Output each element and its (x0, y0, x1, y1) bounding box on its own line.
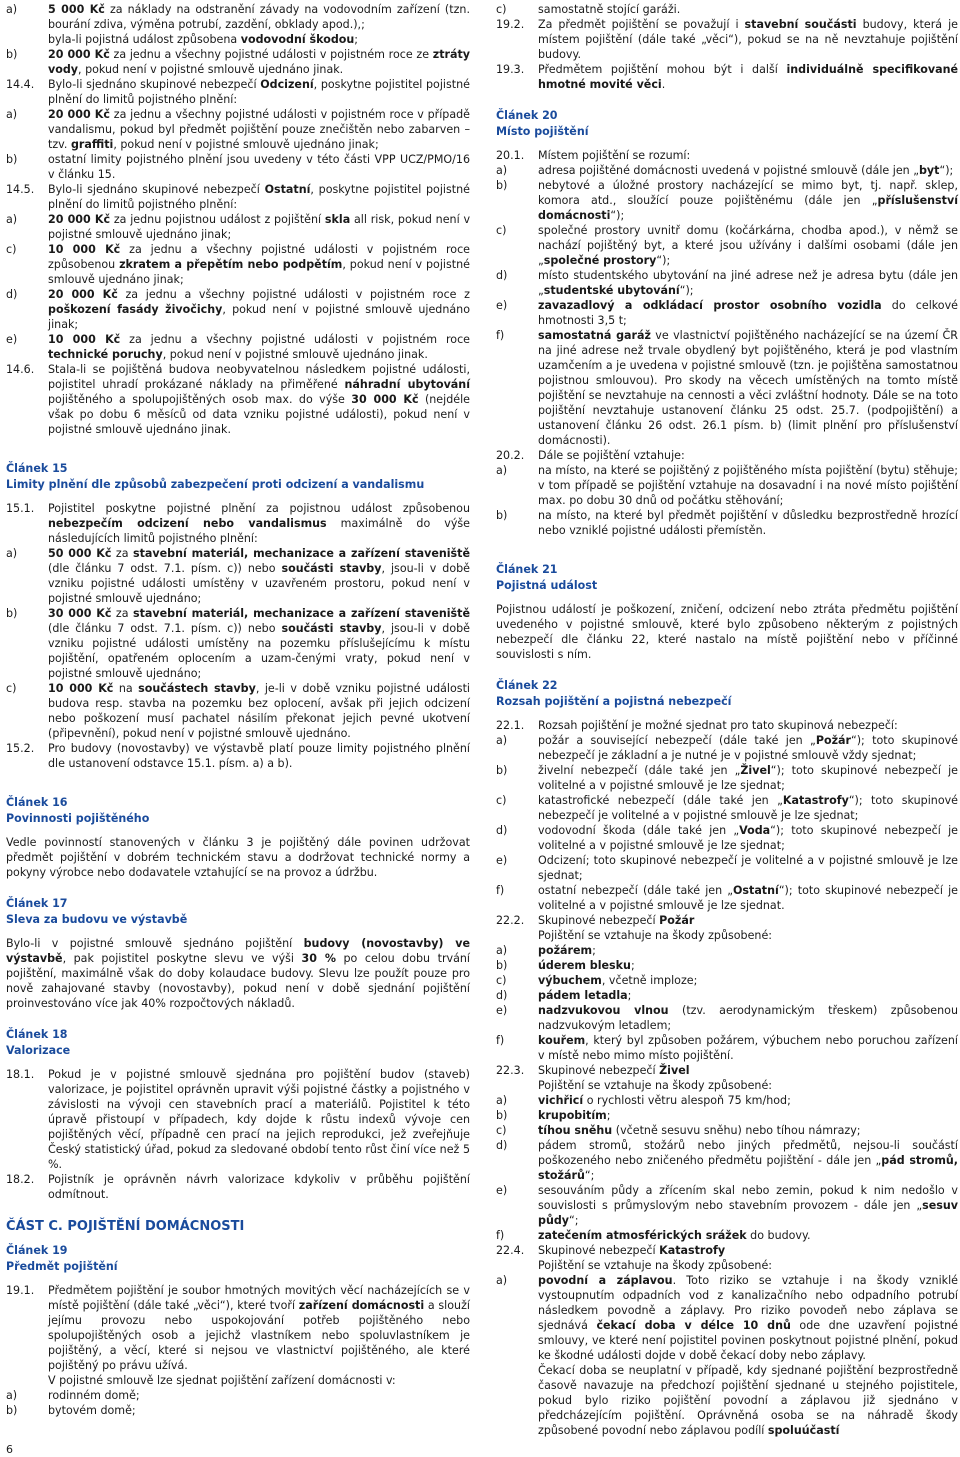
left-column (6, 2, 470, 1418)
clause-row (6, 182, 470, 212)
clause-text: Pojistník je oprávněn návrh valorizace kdykoliv v průběhu pojištění odmítnout. (48, 1173, 470, 1201)
clause-row (496, 718, 958, 733)
clause-row (496, 988, 958, 1003)
clause-row (496, 883, 958, 913)
clause-row (6, 107, 470, 152)
clause-text: na místo, na které byl předmět pojištění v důsledku bezprostředně hrozící nebo vzniklé pojistné události přemístěn. (538, 509, 958, 537)
clause-text: 10 000 Kč na součástech stavby, je-li v době vzniku pojistné události budova resp. stavba na pozemku bez oplocení, avšak při jejich odcizení nebo poškození musí pachatel násilím překonat jejich pevné ukotvení (připevnění), pokud není v pojistné smlouvě ujednáno. (48, 682, 471, 740)
clause-label: a) (6, 1389, 18, 1402)
clause-text: vichřicí o rychlosti větru alespoň 75 km/hod; (538, 1094, 791, 1107)
clause-label: c) (496, 3, 507, 16)
clause-row (6, 1172, 470, 1202)
clause-text: samostatně stojící garáži. (538, 3, 681, 16)
clause-text: nadzvukovou vlnou (tzv. aerodynamickým třeskem) způsobenou nadzvukovým letadlem; (538, 1004, 958, 1032)
clause-label: e) (496, 1004, 508, 1017)
clause-text: společné prostory uvnitř domu (kočárkárna, chodba apod.), v němž se nachází pojištěný byt, a které jsou užívány i dalšími osobami (dále jen „společné prostory“); (538, 224, 958, 267)
clause-label: b) (6, 153, 18, 166)
right-column (496, 2, 958, 1438)
clause-row (6, 2, 470, 32)
article-18-items (6, 1067, 470, 1202)
clause-text: Stala-li se pojištěná budova neobyvatelnou následkem pojistné události, pojistitel uhradí prokázané náklady na přiměřené náhradní ubytování pojištěného a spolupojištěných osob max. do výše 30 000 Kč (nejdéle však po dobu 6 měsíců od data vzniku pojistné události), pokud není v pojistné smlouvě ujednáno jinak. (48, 363, 470, 436)
clause-label: a) (496, 164, 508, 177)
article-16-text: Vedle povinností stanovených v článku 3 je pojištěný dále povinen udržovat předmět pojištění v dobrém technickém stavu a dodržovat technické normy a pokyny výrobce nebo dodavatele vztahující se na provoz a údržbu. (6, 836, 470, 879)
article-17-title: Článek 17 (6, 897, 68, 910)
clause-text: sesouváním půdy a zřícením skal nebo zemin, pokud k nim nedošlo v souvislosti s průmyslovým nebo stavebním provozem - dále jen „sesuv půdy“; (538, 1184, 958, 1227)
clause-label: 15.2. (6, 742, 35, 755)
clause-text: 20 000 Kč za jednu pojistnou událost z pojištění skla all risk, pokud není v pojistné smlouvě ujednáno jinak; (48, 213, 471, 241)
clause-text: Bylo-li sjednáno skupinové nebezpečí Ostatní, poskytne pojistitel pojistné plnění do limitů pojistného plnění: (48, 183, 470, 211)
clause-label: b) (496, 179, 508, 192)
clause-label: c) (6, 243, 17, 256)
clause-label: f) (496, 329, 505, 342)
clause-text: Pokud je v pojistné smlouvě sjednána pro pojištění budov (staveb) valorizace, je pojistitel oprávněn upravit výši pojistné částky a pojistného v závislosti na vývoji cen stavebních prací a materiálů. Pojistitel k této úpravě přistoupí v případech, kdy dojde k růstu indexů vývoje cen pojištěných věcí, případně cen prací na jejich reprodukci, jež zveřejňuje Český statistický úřad, pokud za sledované období tento růst činí více než 5 %. (48, 1068, 470, 1171)
right-top-items (496, 2, 958, 92)
article-22-title: Článek 22 (496, 679, 558, 692)
clause-row (6, 362, 470, 437)
clause-row (6, 77, 470, 107)
clause-text: 10 000 Kč za jednu a všechny pojistné události v pojistném roce technické poruchy, pokud není v pojistné smlouvě ujednáno jinak. (48, 333, 470, 361)
clause-text: 50 000 Kč za stavební materiál, mechanizace a zařízení staveniště (dle článku 7 odst. 7.1. písm. c)) nebo součásti stavby, jsou-li v době vzniku pojistné události umístěny v uzavřeném prostoru, pokud není v pojistné smlouvě ujednáno; (48, 547, 471, 605)
clause-label: 14.4. (6, 78, 35, 91)
clause-text: požárem; (538, 944, 596, 957)
clause-text: nebytové a úložné prostory nacházející se mimo byt, tj. např. sklep, komora atd., sloužící pouze pojištěnému (dále jen „příslušenství domácnosti“); (538, 179, 958, 222)
clause-label: c) (496, 794, 507, 807)
clause-row (496, 853, 958, 883)
article-17-subtitle: Sleva za budovu ve výstavbě (6, 913, 188, 926)
clause-row (496, 1183, 958, 1228)
clause-row (496, 928, 958, 943)
clause-row (496, 1243, 958, 1258)
clause-row (6, 1373, 470, 1388)
clause-label: e) (6, 333, 18, 346)
clause-row (496, 913, 958, 928)
clause-label: a) (496, 1094, 508, 1107)
clause-row (6, 1283, 470, 1373)
clause-text: zavazadlový a odkládací prostor osobního vozidla do celkové hmotnosti 3,5 t; (538, 299, 958, 327)
clause-row (6, 212, 470, 242)
clause-row (496, 958, 958, 973)
clause-label (6, 1373, 48, 1388)
clause-label: b) (496, 764, 508, 777)
clause-row (496, 763, 958, 793)
clause-text: V pojistné smlouvě lze sjednat pojištění zařízení domácnosti v: (48, 1374, 396, 1387)
clause-label: b) (496, 959, 508, 972)
article-15-title: Článek 15 (6, 462, 68, 475)
clause-row (496, 1123, 958, 1138)
clause-label: a) (6, 3, 18, 16)
article-21-text: Pojistnou událostí je poškození, zničení, odcizení nebo ztráta předmětu pojištění uvedeného v pojistné smlouvě, které bylo způsobeno některým z pojistných nebezpečí dle článku 22, které nastalo na místě pojištění nebo v příčinné souvislosti s ním. (496, 603, 958, 661)
clause-row (6, 606, 470, 681)
clause-label: 14.6. (6, 363, 35, 376)
clause-label: a) (496, 734, 508, 747)
clause-label (496, 1078, 538, 1093)
clause-text: Odcizení; toto skupinové nebezpečí je volitelné a v pojistné smlouvě je lze sjednat; (538, 854, 958, 882)
clause-text: úderem blesku; (538, 959, 635, 972)
clause-label: 19.1. (6, 1284, 35, 1297)
article-19-subtitle: Předmět pojištění (6, 1260, 118, 1273)
clause-label: 22.4. (496, 1244, 525, 1257)
clause-text: 30 000 Kč za stavební materiál, mechanizace a zařízení staveniště (dle článku 7 odst. 7.1. písm. c)) nebo součásti stavby, jsou-li v době vzniku pojistné události umístěny na pozemku příslušejícímu k místu pojištění, opatřeném oplocením a uzam-čenými vraty, pokud není v pojistné smlouvě ujednáno; (48, 607, 471, 680)
clause-row (6, 1067, 470, 1172)
clause-label: a) (496, 464, 508, 477)
clause-text: ostatní limity pojistného plnění jsou uvedeny v této části VPP UCZ/PMO/16 v článku 15. (48, 153, 470, 181)
clause-label: d) (496, 989, 508, 1002)
article-15-items (6, 501, 470, 771)
clause-row (496, 1138, 958, 1183)
article-20-subtitle: Místo pojištění (496, 125, 589, 138)
clause-row (496, 463, 958, 508)
clause-label: d) (496, 1139, 508, 1152)
clause-text: byla-li pojistná událost způsobena vodovodní škodou; (48, 33, 359, 46)
clause-label: f) (496, 1229, 505, 1242)
article-19-items (6, 1283, 470, 1418)
clause-row (496, 62, 958, 92)
clause-row (6, 242, 470, 287)
clause-label: 22.2. (496, 914, 525, 927)
clause-label: e) (496, 1184, 508, 1197)
clause-text: na místo, na které se pojištěný z pojištěného místa pojištění (bytu) stěhuje; v tom případě se pojištění vztahuje na dosavadní i na nové místo pojištění max. po dobu 30 dnů od počátku stěhování; (538, 464, 958, 507)
clause-label: a) (496, 1274, 508, 1287)
clause-text: kouřem, který byl způsoben požárem, výbuchem nebo poruchou zařízení v místě nebo mimo místo pojištění. (538, 1034, 958, 1062)
clause-label: d) (496, 824, 508, 837)
article-20-title: Článek 20 (496, 109, 558, 122)
clause-text: 5 000 Kč za náklady na odstranění závady na vodovodním zařízení (tzn. bourání zdiva, výměna potrubí, zazdění, obklady apod.),; (48, 3, 470, 31)
clause-row (496, 448, 958, 463)
clause-text: 10 000 Kč za jednu a všechny pojistné události v pojistném roce způsobenou zkratem a přepětím nebo podpětím, pokud není v pojistné smlouvě ujednáno jinak; (48, 243, 470, 286)
clause-row (496, 1033, 958, 1063)
clause-label: 15.1. (6, 502, 35, 515)
clause-text: 20 000 Kč za jednu a všechny pojistné události v pojistném roce z poškození fasády živočichy, pokud není v pojistné smlouvě ujednáno jinak; (48, 288, 470, 331)
page-number: 6 (6, 1443, 13, 1456)
clause-label: c) (6, 682, 17, 695)
article-22-subtitle: Rozsah pojištění a pojistná nebezpečí (496, 695, 732, 708)
article-18-subtitle: Valorizace (6, 1044, 71, 1057)
clause-text: rodinném domě; (48, 1389, 140, 1402)
clause-text: adresa pojištěné domácnosti uvedená v pojistné smlouvě (dále jen „byt“); (538, 164, 954, 177)
clause-label: 20.2. (496, 449, 525, 462)
article-16-title: Článek 16 (6, 796, 68, 809)
clause-text: Místem pojištění se rozumí: (538, 149, 691, 162)
clause-text: pádem letadla; (538, 989, 632, 1002)
clause-row (496, 733, 958, 763)
clause-label: f) (496, 884, 505, 897)
clause-row (496, 17, 958, 62)
clause-text: 20 000 Kč za jednu a všechny pojistné události v pojistném roce ze ztráty vody, pokud není v pojistné smlouvě ujednáno jinak. (48, 48, 470, 76)
clause-label: a) (6, 108, 18, 121)
clause-label: f) (496, 1034, 505, 1047)
clause-label: 18.1. (6, 1068, 35, 1081)
article-21-subtitle: Pojistná událost (496, 579, 598, 592)
part-c-title: ČÁST C. POJIŠTĚNÍ DOMÁCNOSTI (6, 1219, 245, 1234)
clause-row (6, 546, 470, 606)
clause-row (496, 148, 958, 163)
clause-label: d) (6, 288, 18, 301)
clause-text: 20 000 Kč za jednu a všechny pojistné události v pojistném roce v případě vandalismu, pokud byl předmět pojištění pouze znečištěn nebo zabarven – tzv. graffiti, pokud není v pojistné smlouvě ujednáno jinak; (48, 108, 471, 151)
clause-text: Pojištění se vztahuje na škody způsobené: (538, 1079, 773, 1092)
clause-text: Pojištění se vztahuje na škody způsobené: (538, 929, 773, 942)
clause-text: Čekací doba se neuplatní v případě, kdy sjednané pojištění bezprostředně časově navazuje na předchozí pojištění sjednané u stejného pojistitele, pokud bylo riziko pojištění povodní a záplavou již sjednáno v předcházejícím pojištění. Oprávněná osoba se na náhradě škody způsobené povodní nebo záplavou podílí spoluúčastí (538, 1364, 958, 1437)
clause-label: 19.3. (496, 63, 525, 76)
clause-row (496, 823, 958, 853)
clause-label: b) (6, 1404, 18, 1417)
clause-label: 22.1. (496, 719, 525, 732)
clause-row (496, 1228, 958, 1243)
clause-text: tíhou sněhu (včetně sesuvu sněhu) nebo tíhou námrazy; (538, 1124, 861, 1137)
clause-label: a) (6, 213, 18, 226)
clause-text: Dále se pojištění vztahuje: (538, 449, 685, 462)
clause-row (496, 2, 958, 17)
clause-row (496, 793, 958, 823)
clause-label: c) (496, 224, 507, 237)
clause-row (6, 332, 470, 362)
clause-row (6, 152, 470, 182)
clause-row (496, 1093, 958, 1108)
article-18-title: Článek 18 (6, 1028, 68, 1041)
clause-label: 18.2. (6, 1173, 35, 1186)
clause-row (496, 1273, 958, 1363)
clause-label: d) (496, 269, 508, 282)
clause-text: Předmětem pojištění je soubor hmotných movitých věcí nacházejících se v místě pojištění (dále také „věci“), které tvoří zařízení domácnosti a slouží jejímu provozu nebo uspokojování potřeb pojištěného nebo spolupojištěných osob a jejichž vlastníkem nebo spoluvlastníkem je pojištěný, a věcí, které si nejsou ve vlastnictví pojištěného, ale které pojištěný po právu užívá. (48, 1284, 470, 1372)
clause-label: b) (6, 48, 18, 61)
clause-text: výbuchem, včetně imploze; (538, 974, 698, 987)
clause-row (6, 47, 470, 77)
clause-text: Pojistitel poskytne pojistné plnění za pojistnou událost způsobenou nebezpečím odcizení nebo vandalismus maximálně do výše následujících limitů pojistného plnění: (48, 502, 470, 545)
article-16-subtitle: Povinnosti pojištěného (6, 812, 150, 825)
clause-label: b) (496, 1109, 508, 1122)
clause-label: 19.2. (496, 18, 525, 31)
clause-row (6, 1388, 470, 1403)
left-top-items (6, 2, 470, 437)
clause-text: Pojištění se vztahuje na škody způsobené: (538, 1259, 773, 1272)
clause-row (496, 328, 958, 448)
clause-row (496, 1363, 958, 1438)
clause-label (496, 1363, 538, 1438)
clause-label (496, 928, 538, 943)
clause-row (496, 268, 958, 298)
clause-text: pádem stromů, stožárů nebo jiných předmětů, nejsou-li součástí poškozeného nebo zničeného předmětu pojištění - dále jen „pád stromů, stožárů“; (538, 1139, 958, 1182)
clause-text: povodní a záplavou. Toto riziko se vztahuje i na škody vzniklé vystoupnutím odpadních vod z kanalizačního nebo odpadního potrubí následkem povodně a záplavy. Pro riziko povodeň nebo záplava se sjednává čekací doba v délce 10 dnů ode dne uzavření pojistné smlouvy, ve které není pojistitel povinen poskytnout pojistné plnění, pokud ke škodné události dojde v době čekací doby nebo záplavy. (538, 1274, 958, 1362)
clause-label: e) (496, 854, 508, 867)
clause-text: samostatná garáž ve vlastnictví pojištěného nacházející se na území ČR na jiné adrese než trvale obydlený byt pojištěného, která je pod vlastním uzamčením a je uvedena v pojistné smlouvě (tzn. je pojištěna samostatnou pojistnou smlouvou). Pro skody na věcech umístěných na tomto místě pojištění se nevztahuje na cennosti a věci zvláštní hodnoty. Dále se na toto pojištění nevztahuje ustanovení článku 25 odst. 25.7. (podpojištění) a ustanovení článku 26 odst. 26.1 písm. b) (limit plnění pro příslušenství domácnosti). (538, 329, 958, 447)
clause-label: e) (496, 299, 508, 312)
clause-label (6, 32, 48, 47)
clause-row (496, 178, 958, 223)
clause-row (496, 1063, 958, 1078)
clause-text: vodovodní škoda (dále také jen „Voda“); toto skupinové nebezpečí je volitelné a v pojistné smlouvě je lze sjednat; (538, 824, 958, 852)
clause-label: a) (6, 547, 18, 560)
clause-text: bytovém domě; (48, 1404, 136, 1417)
clause-text: Za předmět pojištění se považují i stavební součásti budovy, která je místem pojištění (dále také „věci“), pokud se na ně nevztahuje pojištění budovy. (538, 18, 958, 61)
clause-row (6, 32, 470, 47)
clause-row (496, 973, 958, 988)
article-22-items (496, 718, 958, 1438)
clause-text: Rozsah pojištění je možné sjednat pro tato skupinová nebezpečí: (538, 719, 898, 732)
clause-label: b) (496, 509, 508, 522)
clause-text: katastrofické nebezpečí (dále také jen „Katastrofy“); toto skupinové nebezpečí je volitelné a v pojistné smlouvě je lze sjednat; (538, 794, 958, 822)
clause-text: Skupinové nebezpečí Požár (538, 914, 695, 927)
clause-row (6, 1403, 470, 1418)
clause-text: požár a související nebezpečí (dále také jen „Požár“); toto skupinové nebezpečí je základní a je nutné je v pojistné smlouvě vždy sjednat; (538, 734, 958, 762)
article-21-title: Článek 21 (496, 563, 558, 576)
clause-label (496, 1258, 538, 1273)
clause-text: ostatní nebezpečí (dále také jen „Ostatní“); toto skupinové nebezpečí je volitelné a v pojistné smlouvě je lze sjednat. (538, 884, 958, 912)
clause-text: Skupinové nebezpečí Živel (538, 1064, 690, 1077)
clause-label: 20.1. (496, 149, 525, 162)
article-15-subtitle: Limity plnění dle způsobů zabezpečení proti odcizení a vandalismu (6, 478, 425, 491)
clause-label: b) (6, 607, 18, 620)
clause-label: a) (496, 944, 508, 957)
clause-label: c) (496, 974, 507, 987)
clause-row (6, 681, 470, 741)
clause-row (496, 298, 958, 328)
clause-label: c) (496, 1124, 507, 1137)
clause-text: Bylo-li sjednáno skupinové nebezpečí Odcizení, poskytne pojistitel pojistné plnění do limitů pojistného plnění: (48, 78, 470, 106)
clause-text: Pro budovy (novostavby) ve výstavbě platí pouze limity pojistného plnění dle ustanovení odstavce 15.1. písm. a) a b). (48, 742, 470, 770)
clause-row (496, 163, 958, 178)
article-17-text: Bylo-li v pojistné smlouvě sjednáno pojištění budovy (novostavby) ve výstavbě, pak pojistitel poskytne slevu ve výši 30 % po celou dobu trvání pojištění, maximálně však do doby kolaudace budovy. Slevu lze použít pouze pro nově zahajované stavby (novostavby), pokud není v době sjednání pojištění proinvestováno více jak 40% rozpočtových nákladů. (6, 937, 470, 1010)
clause-row (496, 943, 958, 958)
clause-label: 22.3. (496, 1064, 525, 1077)
article-19-title: Článek 19 (6, 1244, 68, 1257)
clause-row (496, 223, 958, 268)
clause-row (496, 1108, 958, 1123)
clause-label: 14.5. (6, 183, 35, 196)
clause-row (496, 1003, 958, 1033)
clause-row (496, 1078, 958, 1093)
clause-text: živelní nebezpečí (dále také jen „Živel“); toto skupinové nebezpečí je volitelné a v pojistné smlouvě je lze sjednat; (538, 764, 958, 792)
clause-row (6, 287, 470, 332)
clause-text: Předmětem pojištění mohou být i další individuálně specifikované hmotné movité věci. (538, 63, 959, 91)
clause-row (6, 501, 470, 546)
clause-row (496, 1258, 958, 1273)
article-20-items (496, 148, 958, 538)
clause-text: místo studentského ubytování na jiné adrese než je adresa bytu (dále jen „studentské ubytování“); (538, 269, 958, 297)
clause-row (496, 508, 958, 538)
clause-text: krupobitím; (538, 1109, 611, 1122)
clause-row (6, 741, 470, 771)
clause-text: zatečením atmosférických srážek do budovy. (538, 1229, 811, 1242)
clause-text: Skupinové nebezpečí Katastrofy (538, 1244, 726, 1257)
